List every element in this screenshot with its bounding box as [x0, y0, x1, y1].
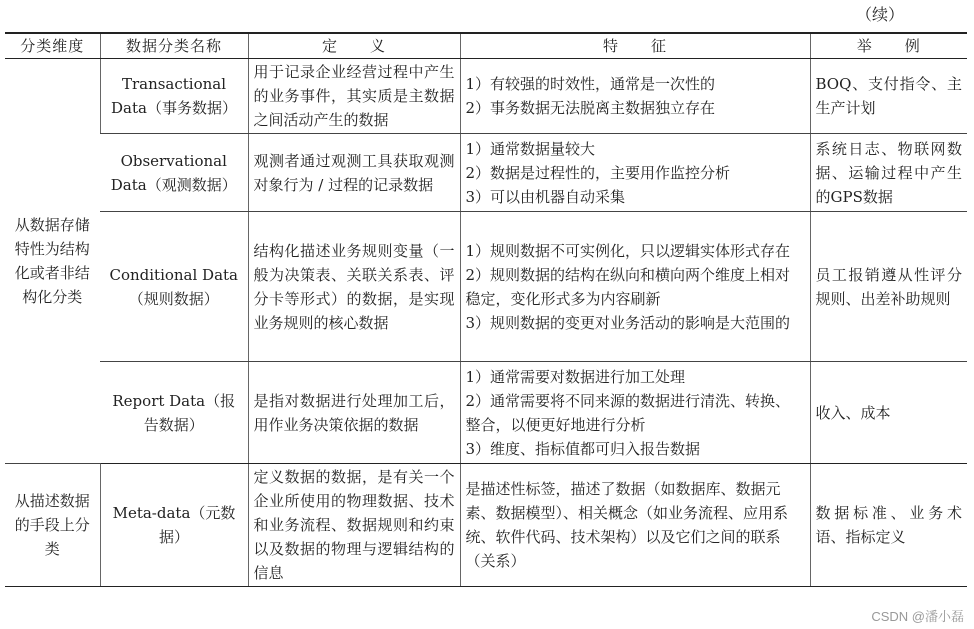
- name-cell: Report Data（报告数据）: [100, 362, 248, 464]
- definition-cell: 观测者通过观测工具获取观测对象行为 / 过程的记录数据: [248, 134, 460, 212]
- header-features: 特 征: [460, 33, 810, 59]
- example-cell: 收入、成本: [810, 362, 967, 464]
- definition-cell: 是指对数据进行处理加工后，用作业务决策依据的数据: [248, 362, 460, 464]
- feature-line: 3）规则数据的变更对业务活动的影响是大范围的: [465, 313, 791, 332]
- feature-line: 2）数据是过程性的，主要用作监控分析: [465, 163, 731, 182]
- feature-line: 2）规则数据的结构在纵向和横向两个维度上相对稳定，变化形式多为内容刷新: [465, 265, 791, 308]
- definition-cell: 用于记录企业经营过程中产生的业务事件，其实质是主数据之间活动产生的数据: [248, 59, 460, 134]
- watermark: CSDN @潘小磊: [871, 609, 964, 624]
- feature-line: 2）通常需要将不同来源的数据进行清洗、转换、整合，以便更好地进行分析: [465, 391, 791, 434]
- example-cell: 员工报销遵从性评分规则、出差补助规则: [810, 212, 967, 362]
- features-cell: [460, 362, 810, 464]
- feature-line: 1）通常需要对数据进行加工处理: [465, 367, 686, 386]
- example-cell: 数据标准、业务术语、指标定义: [810, 464, 967, 587]
- data-classification-table: [5, 32, 967, 587]
- example-cell: BOQ、支付指令、主生产计划: [810, 59, 967, 134]
- table-row: [5, 464, 967, 587]
- feature-line: 3）维度、指标值都可归入报告数据: [465, 439, 701, 458]
- header-name: 数据分类名称: [100, 33, 248, 59]
- header-dimension: 分类维度: [5, 33, 100, 59]
- definition-cell: 定义数据的数据，是有关一个企业所使用的物理数据、技术和业务流程、数据规则和约束以及数据的物理与逻辑结构的信息: [248, 464, 460, 587]
- table-row: [5, 212, 967, 362]
- continued-label: （续）: [855, 5, 904, 24]
- features-cell: [460, 464, 810, 587]
- name-cell: Observational Data（观测数据）: [100, 134, 248, 212]
- table-row: [5, 134, 967, 212]
- feature-line: 2）事务数据无法脱离主数据独立存在: [465, 99, 716, 117]
- features-cell: [460, 212, 810, 362]
- table-row: [5, 59, 967, 134]
- name-cell: Conditional Data（规则数据）: [100, 212, 248, 362]
- dimension-cell: 从描述数据的手段上分类: [5, 464, 100, 587]
- table-header-row: [5, 33, 967, 59]
- definition-cell: 结构化描述业务规则变量（一般为决策表、关联关系表、评分卡等形式）的数据，是实现业务规则的核心数据: [248, 212, 460, 362]
- feature-line: 是描述性标签，描述了数据（如数据库、数据元素、数据模型）、相关概念（如业务流程、应用系统、软件代码、技术架构）以及它们之间的联系（关系）: [465, 480, 789, 570]
- feature-line: 3）可以由机器自动采集: [465, 187, 626, 206]
- name-cell: Transactional Data（事务数据）: [100, 59, 248, 134]
- feature-line: 1）有较强的时效性，通常是一次性的: [465, 75, 716, 93]
- feature-line: 1）规则数据不可实例化，只以逻辑实体形式存在: [465, 241, 791, 260]
- header-definition: 定 义: [248, 33, 460, 59]
- features-cell: [460, 134, 810, 212]
- example-cell: 系统日志、物联网数据、运输过程中产生的GPS数据: [810, 134, 967, 212]
- table-row: [5, 362, 967, 464]
- dimension-cell: 从数据存储特性为结构化或者非结构化分类: [5, 59, 100, 464]
- name-cell: Meta-data（元数据）: [100, 464, 248, 587]
- feature-line: 1）通常数据量较大: [465, 139, 596, 158]
- header-example: 举 例: [810, 33, 967, 59]
- features-cell: [460, 59, 810, 134]
